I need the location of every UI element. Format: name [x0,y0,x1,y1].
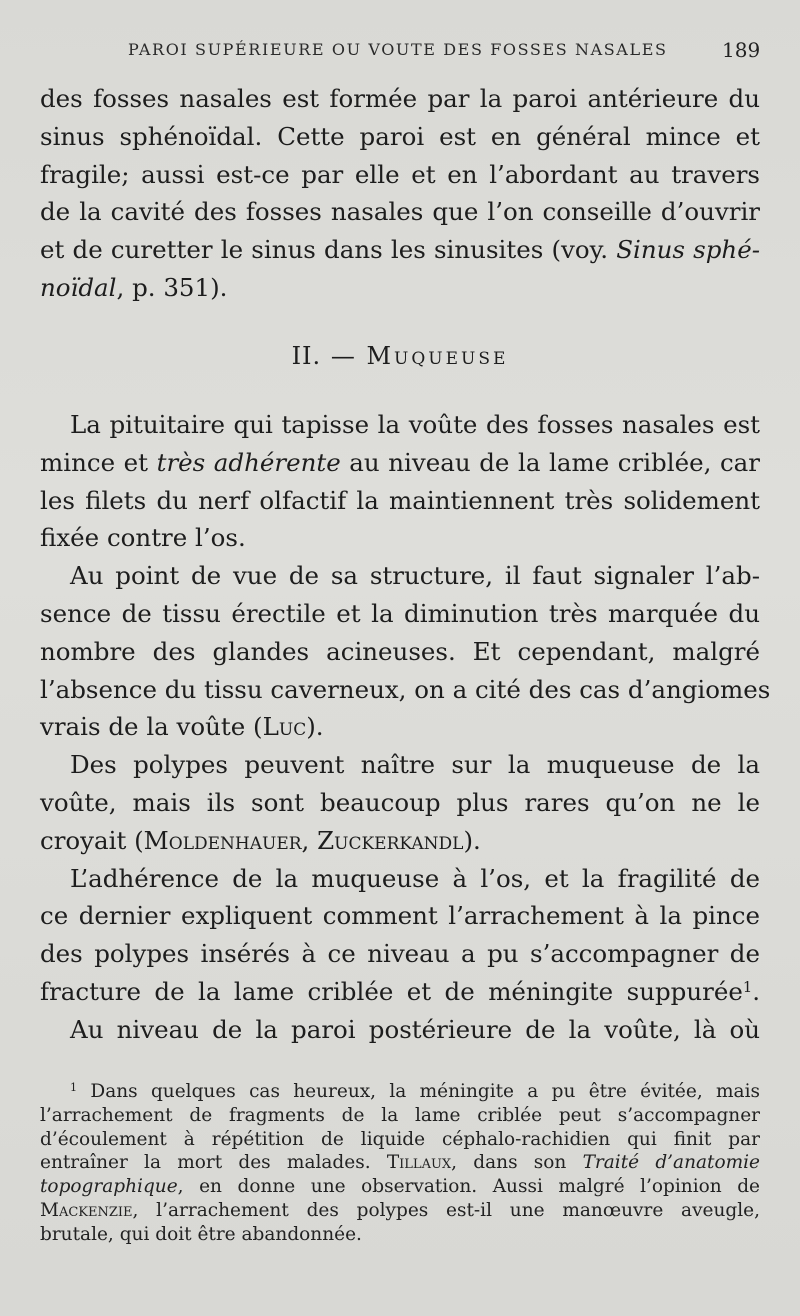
footnote-line: l’arrachement de fragments de la lame criblée peut s’accompagner [40,1104,760,1126]
text-run: et de curetter le sinus dans les sinusites (voy. [40,235,617,265]
italic-run: Traité d’anatomie [582,1152,760,1174]
body-text [40,406,771,1049]
section-title: Muqueuse [366,342,509,370]
text-line: de la cavité des fosses nasales que l’on conseille d’ouvrir [40,197,760,227]
text-line: l’absence du tissu caverneux, on a cité des cas d’angiomes [40,674,771,704]
author-name: Moldenhauer [143,825,302,855]
author-name: Zuckerkandl [317,825,464,855]
text-run: Dans quelques cas heureux, la méningite a pu être évitée, mais [77,1081,760,1102]
text-run: entraîner la mort des malades. [40,1152,387,1174]
italic-run: noïdal [40,272,117,302]
text-line [40,444,760,482]
footnote-line: brutale, qui doit être abandonnée. [40,1223,362,1245]
text-line: La pituitaire qui tapisse la voûte des fosses nasales est [70,410,760,439]
text-line: L’adhérence de la muqueuse à l’os, et la fragilité de [70,863,760,893]
text-run: , p. 351). [116,272,228,302]
text-line: nombre des glandes acineuses. Et cependant, malgré [40,636,760,666]
text-run: . [752,976,760,1006]
text-run: ). [463,825,481,855]
footnote [40,1080,760,1247]
text-line: des fosses nasales est formée par la paroi antérieure du [40,84,760,113]
footnote-marker: 1 [70,1080,78,1094]
text-run: , l’arrachement des polypes est-il une manœuvre aveugle, [132,1199,760,1221]
section-heading [0,342,800,370]
text-line: fragile; aussi est-ce par elle et en l’abordant au travers [40,159,760,189]
text-line: voûte, mais ils sont beaucoup plus rares qu’on ne le [40,787,760,817]
text-line [40,822,760,860]
running-head: PAROI SUPÉRIEURE OU VOUTE DES FOSSES NASALES [128,40,668,59]
footnote-line [40,1151,760,1175]
text-run: mince et [40,447,157,477]
text-run: , en donne une observation. Aussi malgré l’opinion de [177,1176,760,1198]
author-name: Tillaux [386,1152,452,1174]
footnote-line [40,1080,760,1104]
text-line: les filets du nerf olfactif la maintiennent très solidement [40,485,760,515]
top-paragraph [40,80,760,307]
text-line [40,973,760,1011]
text-run: ). [306,712,324,742]
text-line: Au point de vue de sa structure, il faut signaler l’ab- [70,561,760,591]
text-run: au niveau de la lame criblée, car [340,447,760,477]
page-number: 189 [722,38,761,62]
text-line: des polypes insérés à ce niveau a pu s’accompagner de [40,939,760,969]
text-run: fracture de la lame criblée et de méningite suppurée [40,976,743,1006]
italic-run: Sinus sphé- [616,235,760,265]
footnote-reference[interactable]: 1 [742,978,753,996]
text-run: , dans son [451,1152,583,1174]
section-dash: — [330,342,357,370]
author-name: Luc [262,712,307,742]
text-line [40,708,760,746]
text-line [40,231,760,269]
text-run: croyait ( [40,825,144,855]
text-line: sinus sphénoïdal. Cette paroi est en général mince et [40,121,760,151]
text-line [40,269,760,307]
italic-run: très adhérente [156,447,341,477]
footnote-line [40,1175,760,1199]
section-number: II. [291,342,322,370]
text-line: ce dernier expliquent comment l’arrachement à la pince [40,901,760,931]
text-line: Au niveau de la paroi postérieure de la voûte, là où [70,1014,760,1044]
text-run: , [301,825,318,855]
text-line: sence de tissu érectile et la diminution très marquée du [40,598,760,628]
text-line: fixée contre l’os. [40,523,246,553]
text-line: Des polypes peuvent naître sur la muqueuse de la [70,750,760,780]
footnote-line [40,1199,760,1223]
author-name: Mackenzie [40,1199,133,1221]
text-run: vrais de la voûte ( [40,712,263,742]
footnote-line: d’écoulement à répétition de liquide céphalo-rachidien qui finit par [40,1128,760,1150]
italic-run: topographique [40,1176,178,1198]
